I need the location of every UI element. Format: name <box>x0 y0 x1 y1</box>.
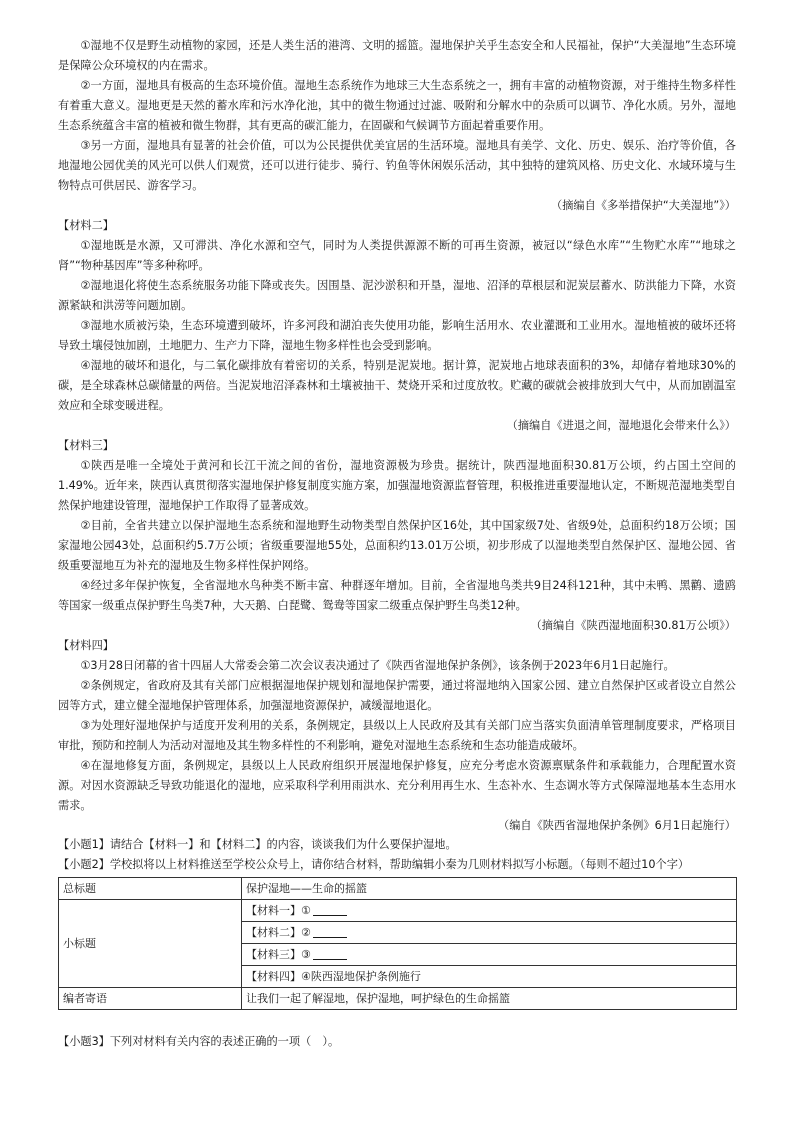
material-3-heading: 【材料三】 <box>58 439 114 452</box>
answer-blank-1[interactable] <box>313 902 347 916</box>
material-4 <box>58 636 736 836</box>
material-2 <box>58 216 736 436</box>
material-1-paragraph-1: ①湿地不仅是野生动植物的家园，还是人类生活的港湾、文明的摇篮。湿地保护关乎生态安全和人民福祉，保护“大美湿地”生态环境是保障公众环境权的内在需求。 <box>58 39 736 72</box>
material-3-source: （摘编自《陕西湿地面积30.81万公顷》） <box>530 619 736 632</box>
subtitle-material-3-text: 【材料三】③ <box>246 947 311 961</box>
material-1-paragraph-3: ③另一方面，湿地具有显著的社会价值，可以为公民提供优美宜居的生活环境。湿地具有美学、文化、历史、娱乐、治疗等价值，各地湿地公园优美的风光可以供人们观赏，还可以进行徒步、骑行、钓鱼等休闲娱乐活动，其中独特的建筑风格、历史文化、水域环境与生物特点可供居民、游客学习。 <box>58 139 736 192</box>
material-1 <box>58 36 736 216</box>
subtitle-material-2 <box>242 922 737 944</box>
material-4-heading: 【材料四】 <box>58 639 114 652</box>
subtitle-material-1-text: 【材料一】① <box>246 903 311 917</box>
answer-blank-2[interactable] <box>313 924 347 938</box>
editor-note-label: 编者寄语 <box>59 988 242 1010</box>
material-4-paragraph-2: ②条例规定，省政府及其有关部门应根据湿地保护规划和湿地保护需要，通过将湿地纳入国家公园、建立自然保护区或者设立自然公园等方式，建立健全湿地保护管理体系，加强湿地资源保护，减缓湿地退化。 <box>58 679 736 712</box>
material-1-source: （摘编自《多举措保护“大美湿地”》） <box>551 199 736 212</box>
material-4-paragraph-3: ③为处理好湿地保护与适度开发利用的关系，条例规定，县级以上人民政府及其有关部门应当落实负面清单管理制度要求，严格项目审批，预防和控制人为活动对湿地及其生物多样性的不利影响，避免对湿地生态系统和生态功能造成破坏。 <box>58 719 736 752</box>
material-2-source: （摘编自《进退之间，湿地退化会带来什么》） <box>506 419 736 432</box>
material-2-paragraph-3: ③湿地水质被污染，生态环境遭到破坏，许多河段和湖泊丧失使用功能，影响生活用水、农业灌溉和工业用水。湿地植被的破坏还将导致土壤侵蚀加剧，土地肥力、生产力下降，湿地生物多样性也会受到影响。 <box>58 319 736 352</box>
subtitle-material-3 <box>242 944 737 966</box>
question-1: 【小题1】请结合【材料一】和【材料二】的内容，谈谈我们为什么要保护湿地。 <box>58 838 457 851</box>
question-3: 【小题3】下列对材料有关内容的表述正确的一项（ ）。 <box>58 1035 340 1048</box>
material-3-paragraph-3: ④经过多年保护恢复，全省湿地水鸟种类不断丰富、种群逐年增加。目前，全省湿地鸟类共9目24科121种，其中未鸭、黑鹳、遗鸥等国家一级重点保护野生鸟类7种，大天鹅、白琵鹭、鸳鸯等国家二级重点保护野生鸟类12种。 <box>58 579 736 612</box>
main-title-value: 保护湿地——生命的摇篮 <box>242 878 737 900</box>
material-2-paragraph-1: ①湿地既是水源，又可滞洪、净化水源和空气，同时为人类提供源源不断的可再生资源，被冠以“绿色水库”“生物贮水库”“地球之肾”“物种基因库”等多种称呼。 <box>58 239 736 272</box>
editor-note-value: 让我们一起了解湿地，保护湿地，呵护绿色的生命摇篮 <box>242 988 737 1010</box>
material-3-paragraph-2: ②目前，全省共建立以保护湿地生态系统和湿地野生动物类型自然保护区16处，其中国家级7处、省级9处，总面积约18万公顷；国家湿地公园43处，总面积约5.7万公顷；省级重要湿地55处，总面积约13.01万公顷，初步形成了以湿地类型自然保护区、湿地公园、省级重要湿地互为补充的湿地及生物多样性保护网络。 <box>58 519 736 572</box>
material-2-heading: 【材料二】 <box>58 219 114 232</box>
table-row <box>59 988 737 1010</box>
material-2-paragraph-2: ②湿地退化将使生态系统服务功能下降或丧失。因围垦、泥沙淤积和开垦，湿地、沼泽的草根层和泥炭层蓄水、防洪能力下降，水资源紧缺和洪涝等问题加剧。 <box>58 279 736 312</box>
subtitle-material-4: 【材料四】④陕西湿地保护条例施行 <box>242 966 737 988</box>
material-4-paragraph-4: ④在湿地修复方面，条例规定，县级以上人民政府组织开展湿地保护修复，应充分考虑水资源禀赋条件和承载能力，合理配置水资源。对因水资源缺乏导致功能退化的湿地，应采取科学利用雨洪水、充分利用再生水、生态补水、生态调水等方式保障湿地基本生态用水需求。 <box>58 759 736 812</box>
subtitle-material-1 <box>242 900 737 922</box>
main-title-label: 总标题 <box>59 878 242 900</box>
table-row <box>59 878 737 900</box>
table-row <box>59 900 737 922</box>
material-4-source: （编自《陕西省湿地保护条例》6月1日起施行） <box>498 819 736 832</box>
material-2-paragraph-4: ④湿地的破坏和退化，与二氧化碳排放有着密切的关系，特别是泥炭地。据计算，泥炭地占地球表面积的3%，却储存着地球30%的碳，是全球森林总碳储量的两倍。当泥炭地沼泽森林和土壤被抽干、焚烧开采和过度放牧。贮藏的碳就会被排放到大气中，从而加剧温室效应和全球变暖进程。 <box>58 359 736 412</box>
subtitle-table <box>58 877 737 1010</box>
material-3 <box>58 436 736 636</box>
question-2: 【小题2】学校拟将以上材料推送至学校公众号上，请你结合材料，帮助编辑小秦为几则材料拟写小标题。（每则不超过10个字） <box>58 858 690 871</box>
answer-blank-3[interactable] <box>313 946 347 960</box>
material-4-paragraph-1: ①3月28日闭幕的省十四届人大常委会第二次会议表决通过了《陕西省湿地保护条例》，该条例于2023年6月1日起施行。 <box>80 659 675 672</box>
material-3-paragraph-1: ①陕西是唯一全境处于黄河和长江干流之间的省份，湿地资源极为珍贵。据统计，陕西湿地面积30.81万公顷，约占国土空间的1.49%。近年来，陕西认真贯彻落实湿地保护修复制度实施方案，加强湿地资源监督管理，积极推进重要湿地认定，不断规范湿地类型自然保护地建设管理，湿地保护工作取得了显著成效。 <box>58 459 736 512</box>
subtitle-material-2-text: 【材料二】② <box>246 925 311 939</box>
material-1-paragraph-2: ②一方面，湿地具有极高的生态环境价值。湿地生态系统作为地球三大生态系统之一，拥有丰富的动植物资源，对于维持生物多样性有着重大意义。湿地更是天然的蓄水库和污水净化池，其中的微生物通过过滤、吸附和分解水中的杂质可以调节、净化水质。另外，湿地生态系统蕴含丰富的植被和微生物群，其有更高的碳汇能力，在固碳和气候调节方面起着重要作用。 <box>58 79 736 132</box>
subtitle-label: 小标题 <box>59 900 242 988</box>
